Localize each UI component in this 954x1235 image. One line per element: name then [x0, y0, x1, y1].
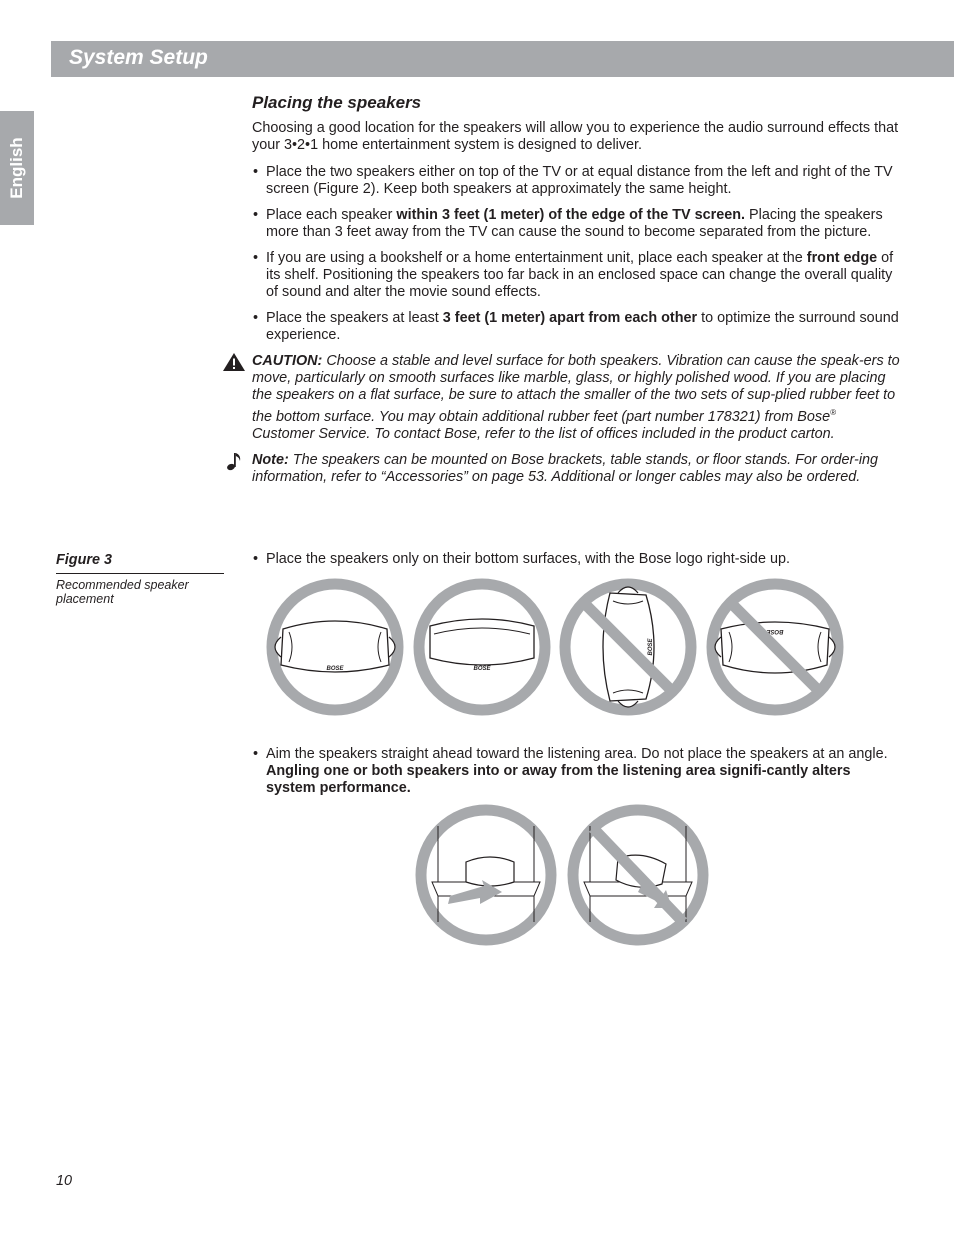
- header-bar: [51, 41, 954, 77]
- speaker-correct-rear: [419, 584, 545, 710]
- figure-caption: [56, 551, 224, 606]
- language-tab-label: English: [7, 137, 26, 199]
- speaker-incorrect-side: [565, 584, 691, 710]
- list-item: • Place the speakers at least 3 feet (1 meter) apart from each other to optimize the surround sound experience.: [252, 310, 900, 344]
- caution-notice: CAUTION: Choose a stable and level surface for both speakers. Vibration can cause the speak-ers to move, particularly on smooth surfaces like marble, glass, or highly polished wood. If you are placing the speakers on a flat surface, be sure to attach the smaller of the two sets of sup-plied rubber feet to the bottom surface. You may obtain additional rubber feet (part number 178321) from Bose® Customer Service. To contact Bose, refer to the list of offices included in the product carton.: [252, 353, 900, 443]
- list-item: • Place the two speakers either on top of the TV or at equal distance from the left and right of the TV screen (Figure 2). Keep both speakers at approximately the same height.: [252, 164, 900, 198]
- speaker-orientation-figure: [262, 574, 848, 720]
- note-notice: Note: The speakers can be mounted on Bose brackets, table stands, or floor stands. For order-ing information, refer to “Accessories” on page 53. Additional or longer cables may also be ordered.: [252, 452, 900, 486]
- warning-triangle-icon: [222, 352, 246, 372]
- note-label: Note:: [252, 451, 289, 468]
- bose-logo-text: BOSE: [473, 666, 491, 672]
- page-title: System Setup: [69, 46, 208, 69]
- placement-list: [252, 164, 900, 344]
- list-item: • If you are using a bookshelf or a home entertainment unit, place each speaker at the front edge of its shelf. Positioning the speakers too far back in an enclosed space can change the overall quality of sound and alter the movie sound effects.: [252, 250, 900, 301]
- figure-description: Recommended speaker placement: [56, 578, 189, 606]
- speaker-incorrect-upside-down: [712, 584, 838, 710]
- speaker-aim-incorrect: [573, 810, 703, 940]
- section-title: Placing the speakers: [252, 93, 422, 112]
- list-item: • Place the speakers only on their bottom surfaces, with the Bose logo right-side up.: [252, 551, 900, 568]
- speaker-correct-front: [272, 584, 398, 710]
- list-item: • Aim the speakers straight ahead toward the listening area. Do not place the speakers at an angle. Angling one or both speakers into or away from the listening area signifi-cantly alters system performance.: [252, 746, 900, 797]
- page-number: 10: [56, 1173, 73, 1189]
- bose-logo-text: BOSE: [648, 638, 654, 656]
- speaker-aim-correct: [421, 810, 551, 940]
- aim-bullet: [252, 746, 900, 797]
- intro-paragraph: Choosing a good location for the speakers will allow you to experience the audio surround effects that your 3•2•1 home entertainment system is designed to deliver.: [252, 120, 899, 153]
- figure-bullet: [252, 551, 900, 568]
- caution-label: CAUTION:: [252, 353, 323, 369]
- music-note-icon: [222, 451, 246, 471]
- main-content: [252, 92, 900, 486]
- figure-title: Figure 3: [56, 551, 224, 574]
- bose-logo-text: BOSE: [326, 666, 344, 672]
- bose-logo-text: BOSE: [766, 628, 784, 634]
- speaker-aim-figure: [410, 800, 716, 952]
- language-tab: [0, 111, 34, 225]
- list-item: • Place each speaker within 3 feet (1 meter) of the edge of the TV screen. Placing the speakers more than 3 feet away from the TV can cause the sound to become separated from the picture.: [252, 207, 900, 241]
